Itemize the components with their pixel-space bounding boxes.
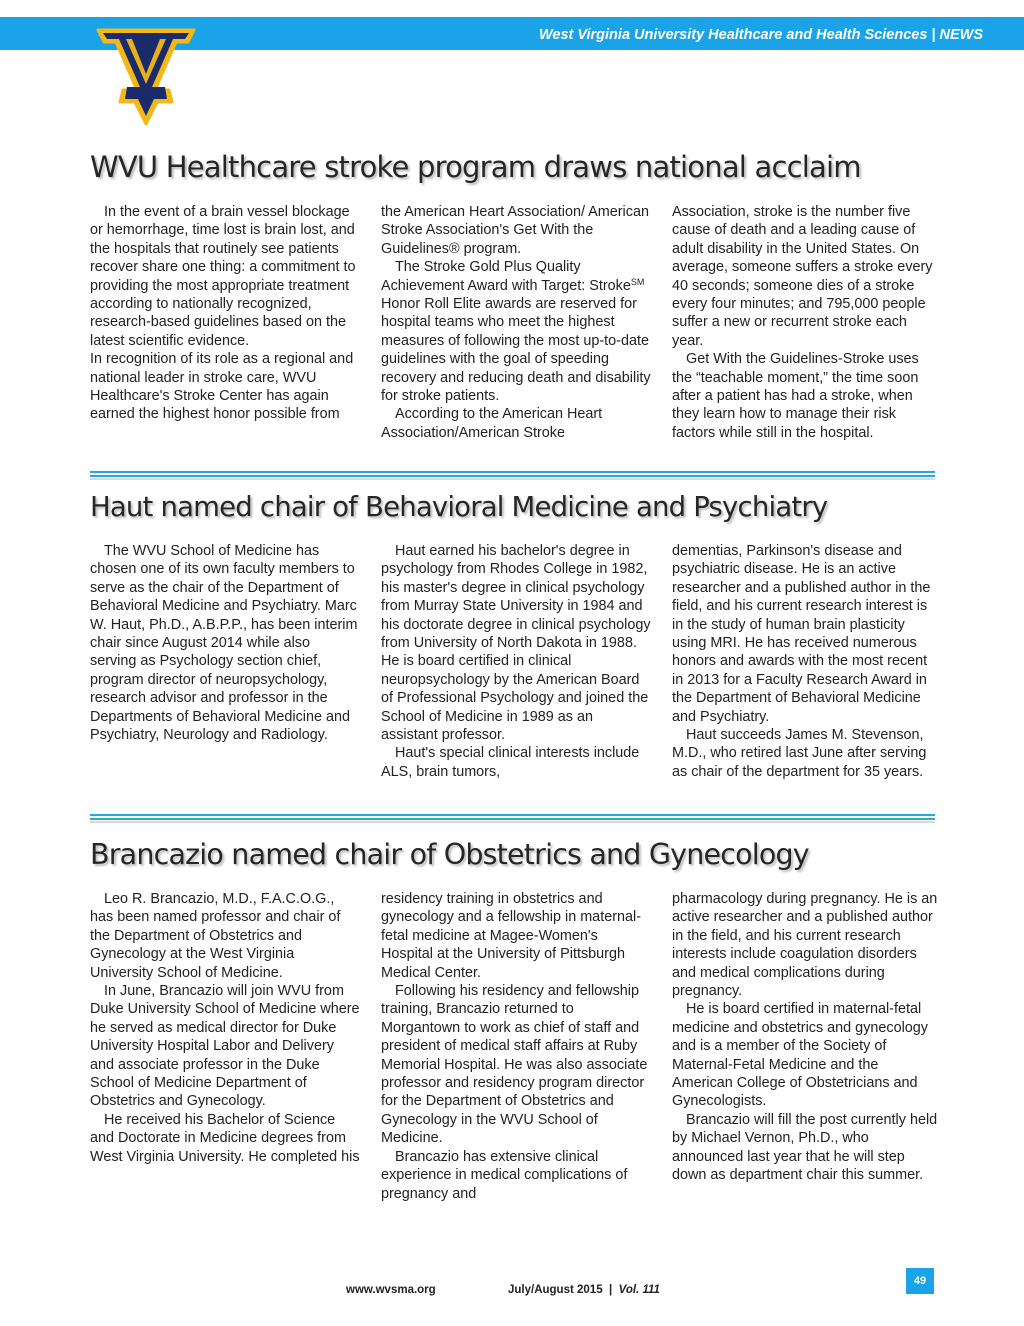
footer-website: www.wvsma.org: [346, 1284, 436, 1296]
footer-issue: [508, 1284, 660, 1296]
flying-wv-logo-icon: [96, 18, 196, 128]
article-column: [90, 203, 360, 424]
paragraph: Association, stroke is the number five cause of death and a leading cause of adult disability in the United States. On average, someone suffers a stroke every 40 seconds; someone dies of a stroke every four minutes; and 795,000 people suffer a new or recurrent stroke each year.: [672, 204, 933, 349]
article-column: [381, 890, 651, 1203]
article-column: [90, 890, 360, 1166]
paragraph: Haut succeeds James M. Stevenson, M.D., who retired last June after serving as chair of the department for 35 years.: [672, 727, 927, 780]
paragraph: According to the American Heart Association/American Stroke: [381, 406, 603, 441]
paragraph: He is board certified in maternal-fetal medicine and obstetrics and gynecology and is a member of the Society of Maternal-Fetal Medicine and the American College of Obstetricians and Gynecologists.: [672, 1001, 928, 1110]
service-mark: SM: [630, 276, 645, 287]
paragraph-text: The Stroke Gold Plus Quality Achievement Award with Target: Stroke: [381, 259, 631, 294]
header-title: West Virginia University Healthcare and Health Sciences | NEWS: [538, 27, 983, 43]
paragraph: Following his residency and fellowship training, Brancazio returned to Morgantown to work as chief of staff and president of medical staff affairs at Ruby Memorial Hospital. He was also associate professor and residency program director for the Department of Obstetrics and Gynecology in the WVU School of Medicine.: [381, 983, 648, 1147]
paragraph: In recognition of its role as a regional and national leader in stroke care, WVU Healthcare's Stroke Center has again earned the highest honor possible from: [90, 351, 354, 423]
article-column: [672, 203, 942, 442]
footer-separator: |: [608, 1284, 613, 1296]
article-column: [672, 542, 942, 781]
section-divider: [90, 814, 935, 820]
page-number: 49: [906, 1268, 934, 1294]
paragraph: dementias, Parkinson's disease and psychiatric disease. He is an active researcher and a published author in the field, and his current research interest is in the study of human brain plasticity using MRI. He has received numerous honors and awards with the most recent in 2013 for a Faculty Research Award in the Department of Behavioral Medicine and Psychiatry.: [672, 543, 931, 725]
footer-issue-date: July/August 2015: [508, 1284, 603, 1296]
headline-haut-chair: Haut named chair of Behavioral Medicine and Psychiatry: [90, 491, 828, 523]
paragraph: [381, 258, 651, 405]
paragraph: The WVU School of Medicine has chosen one of its own faculty members to serve as the chair of the Department of Behavioral Medicine and Psychiatry. Marc W. Haut, Ph.D., A.B.P.P., has been interim chair since August 2014 while also serving as Psychology section chief, program director of neuropsychology, research advisor and professor in the Departments of Behavioral Medicine and Psychiatry, Neurology and Radiology.: [90, 543, 358, 744]
paragraph: Get With the Guidelines-Stroke uses the “teachable moment,” the time soon after a patient has had a stroke, when they learn how to manage their risk factors while still in the hospital.: [672, 351, 919, 441]
paragraph: pharmacology during pregnancy. He is an active researcher and a published author in the field, and his current research interests include coagulation disorders and medical complications during pregnancy.: [672, 891, 938, 1000]
paragraph: Brancazio has extensive clinical experience in medical complications of pregnancy and: [381, 1148, 628, 1202]
wvu-logo: [96, 18, 196, 128]
footer-volume: Vol. 111: [618, 1284, 660, 1296]
section-divider: [90, 471, 935, 477]
paragraph: Haut's special clinical interests include ALS, brain tumors,: [381, 745, 640, 780]
paragraph: Brancazio will fill the post currently held by Michael Vernon, Ph.D., who announced last year that he will step down as department chair this summer.: [672, 1111, 938, 1184]
paragraph: the American Heart Association/ American Stroke Association's Get With the Guidelines® program.: [381, 204, 649, 257]
headline-brancazio-chair: Brancazio named chair of Obstetrics and Gynecology: [90, 838, 809, 871]
article-column: [672, 890, 942, 1185]
article-column: [381, 542, 651, 781]
paragraph: In the event of a brain vessel blockage or hemorrhage, time lost is brain lost, and the hospitals that routinely see patients recover share one thing: a commitment to providing the most appropriate treatment according to nationally recognized, research-based guidelines based on the latest scientific evidence.: [90, 204, 356, 349]
paragraph: residency training in obstetrics and gynecology and a fellowship in maternal-fetal medicine at Magee-Women's Hospital at the University of Pittsburgh Medical Center.: [381, 891, 641, 981]
article-column: [381, 203, 651, 442]
paragraph-text: Honor Roll Elite awards are reserved for hospital teams who meet the highest measures of following the most up-to-date guidelines with the goal of speeding recovery and reducing death and disability for stroke patients.: [381, 296, 651, 405]
paragraph: Leo R. Brancazio, M.D., F.A.C.O.G., has been named professor and chair of the Department of Obstetrics and Gynecology at the West Virginia University School of Medicine.: [90, 891, 341, 981]
paragraph: In June, Brancazio will join WVU from Duke University School of Medicine where he served as medical director for Duke University Hospital Labor and Delivery and associate professor in the Duke School of Medicine Department of Obstetrics and Gynecology.: [90, 983, 360, 1110]
paragraph: Haut earned his bachelor's degree in psychology from Rhodes College in 1982, his master's degree in clinical psychology from Murray State University in 1984 and his doctorate degree in clinical psychology from University of North Dakota in 1988. He is board certified in clinical neuropsychology by the American Board of Professional Psychology and joined the School of Medicine in 1989 as an assistant professor.: [381, 543, 651, 744]
article-column: [90, 542, 360, 744]
headline-stroke-program: WVU Healthcare stroke program draws national acclaim: [90, 150, 861, 184]
paragraph: He received his Bachelor of Science and Doctorate in Medicine degrees from West Virginia University. He completed his: [90, 1111, 360, 1165]
